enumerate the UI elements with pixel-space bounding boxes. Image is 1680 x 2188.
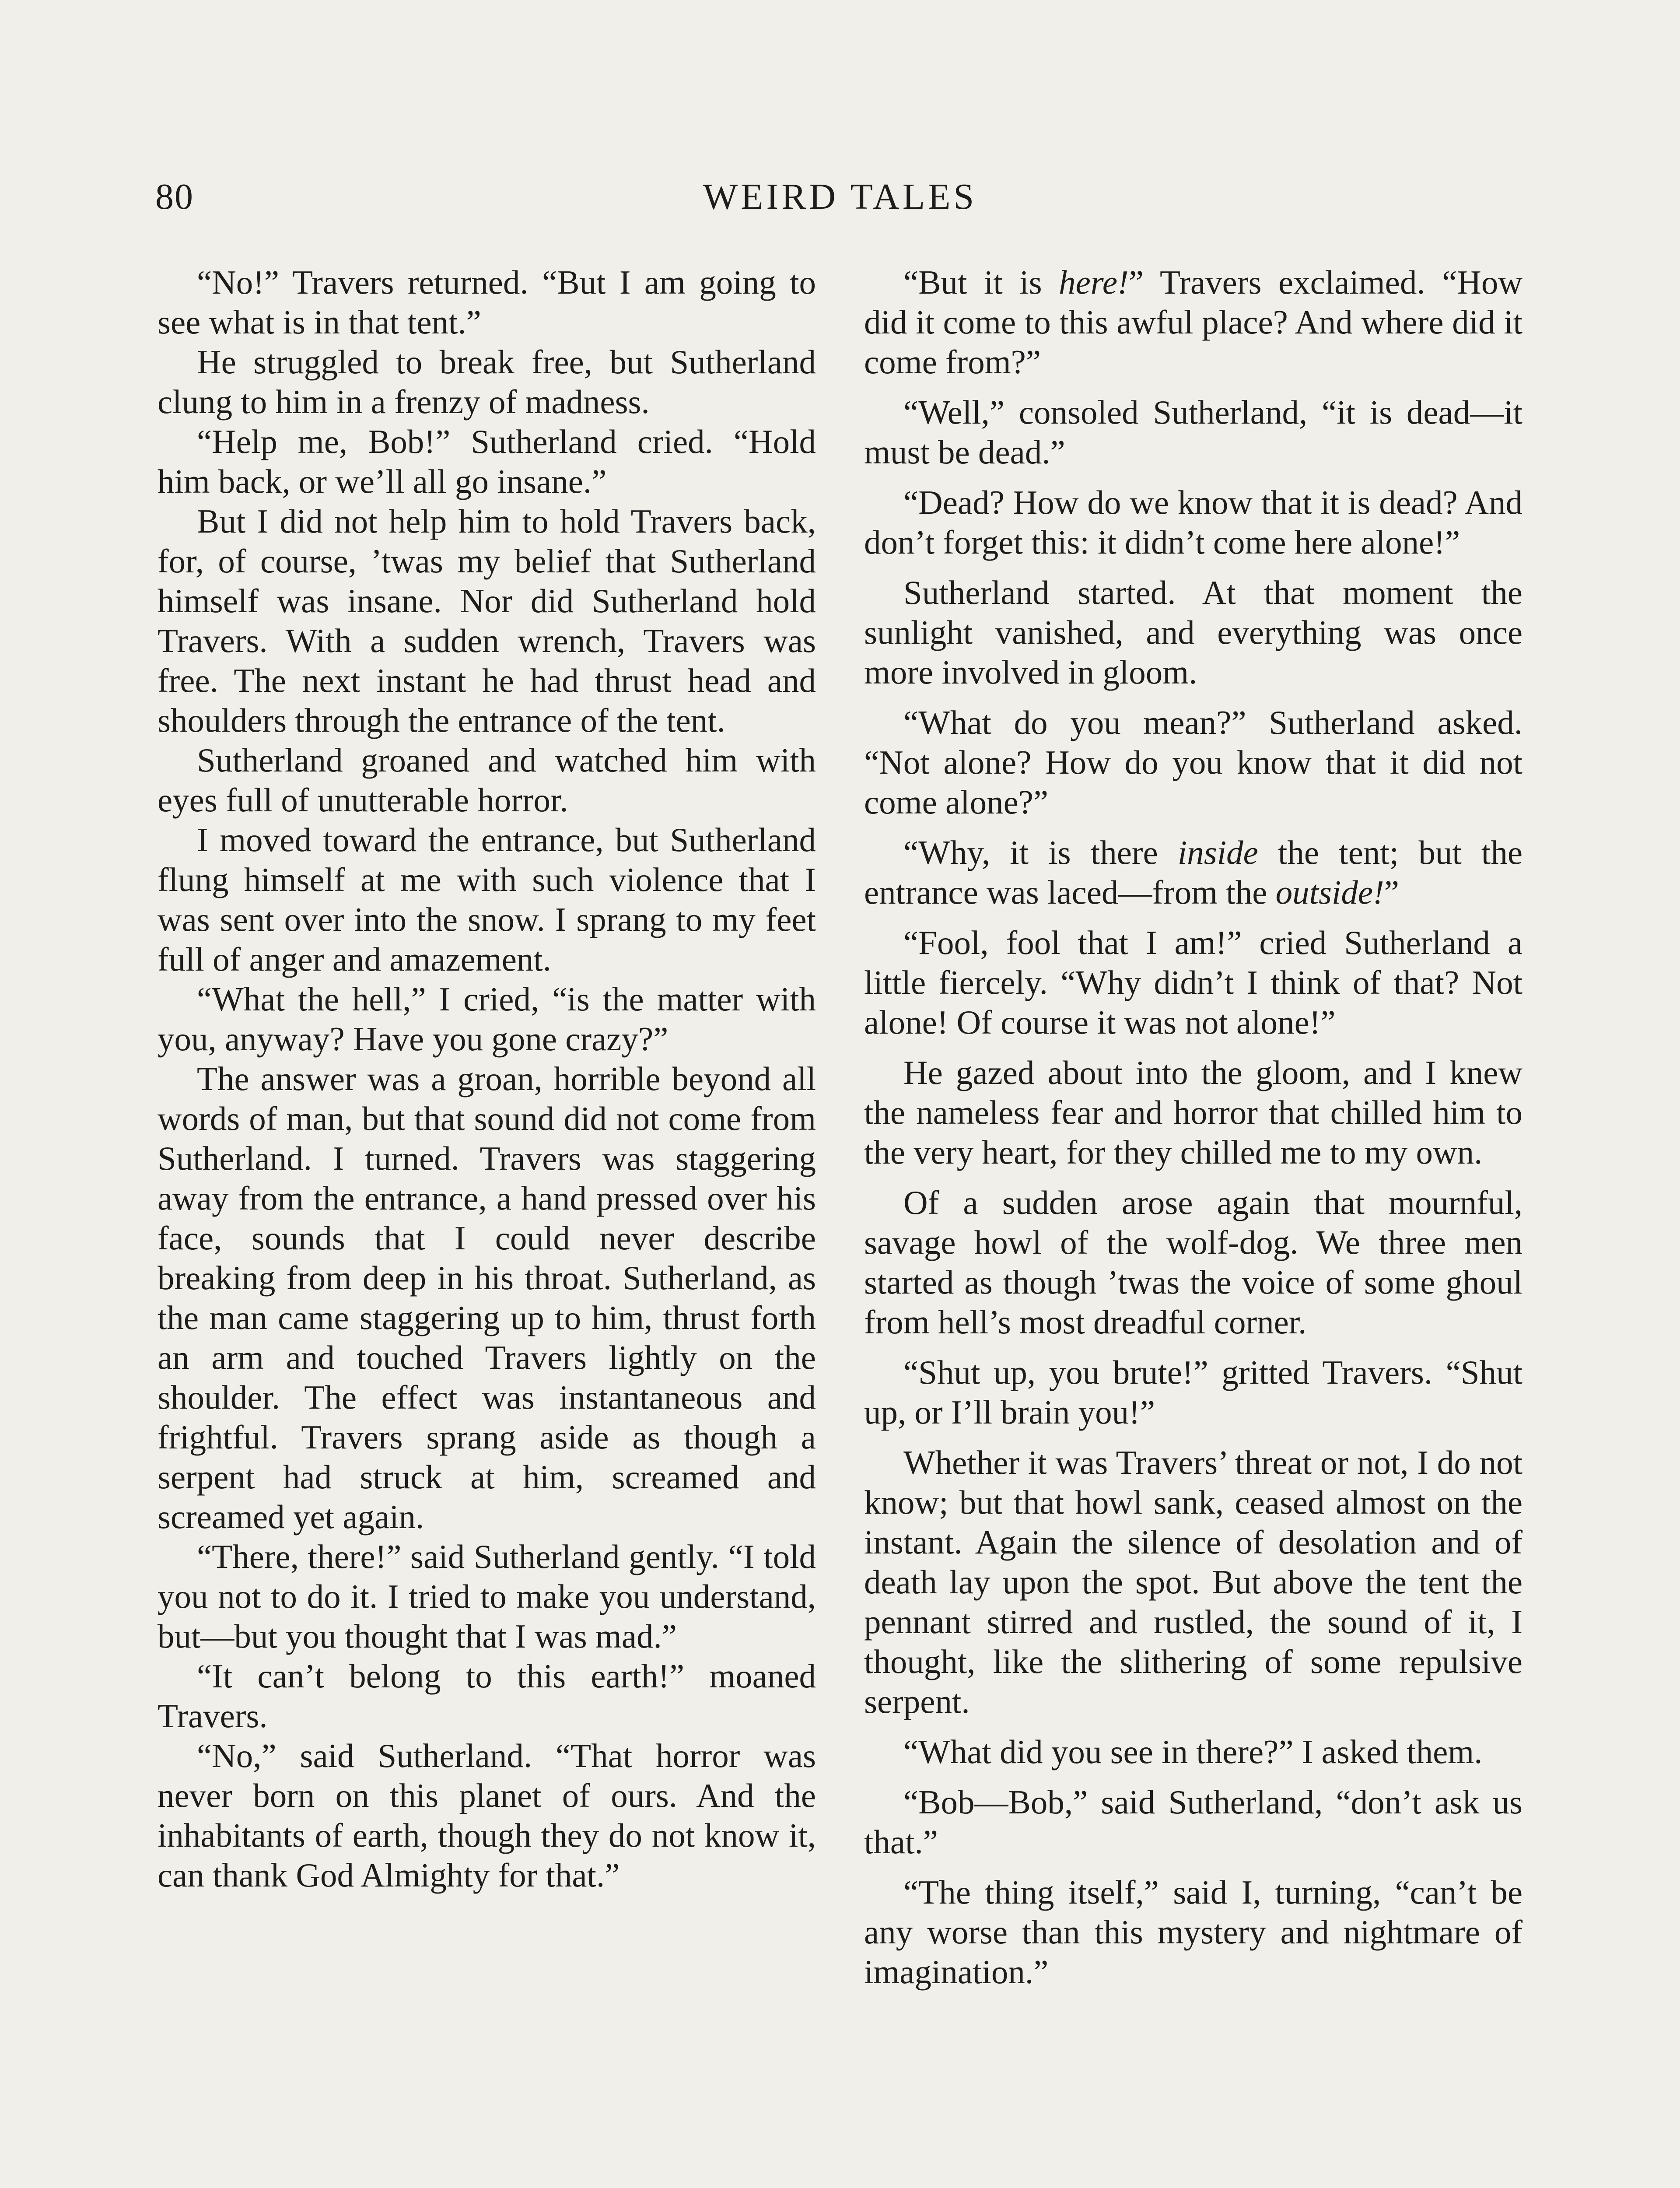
paragraph: “No!” Travers returned. “But I am going to see what is in that tent.” <box>158 263 816 341</box>
paragraph: “Bob—Bob,” said Sutherland, “don’t ask us that.” <box>864 1783 1522 1861</box>
paragraph: “The thing itself,” said I, turning, “can’t be any worse than this mystery and nightmare of imagination.” <box>864 1873 1522 1991</box>
paragraph: “What do you mean?” Sutherland asked. “Not alone? How do you know that it did not come alone?” <box>864 704 1522 821</box>
page-number: 80 <box>155 176 194 217</box>
emphasis: outside! <box>1275 873 1384 911</box>
paragraph: Sutherland groaned and watched him with eyes full of unutterable horror. <box>158 741 816 819</box>
left-column <box>158 263 816 1895</box>
paragraph: Whether it was Travers’ threat or not, I do not know; but that howl sank, ceased almost on the instant. Again the silence of desolation and of death lay upon the spot. But above the tent the pennant stirred and rustled, the sound of it, I thought, like the slithering of some repulsive serpent. <box>864 1444 1522 1720</box>
paragraph: He struggled to break free, but Sutherland clung to him in a frenzy of madness. <box>158 343 816 421</box>
text-run: the tent; but the entrance was laced—from the <box>864 834 1522 911</box>
page-header <box>153 173 1527 221</box>
paragraph: “What did you see in there?” I asked them. <box>903 1733 1483 1771</box>
paragraph: “No,” said Sutherland. “That horror was never born on this planet of ours. And the inhabitants of earth, though they do not know it, can thank God Almighty for that.” <box>158 1737 816 1894</box>
paragraph: “Well,” consoled Sutherland, “it is dead—it must be dead.” <box>864 393 1522 471</box>
paragraph: He gazed about into the gloom, and I knew the nameless fear and horror that chilled him to the very heart, for they chilled me to my own. <box>864 1054 1522 1171</box>
paragraph: “What the hell,” I cried, “is the matter with you, anyway? Have you gone crazy?” <box>158 980 816 1058</box>
paragraph: But I did not help him to hold Travers back, for, of course, ’twas my belief that Sutherland himself was insane. Nor did Sutherland hold Travers. With a sudden wrench, Travers was free. The next instant he had thrust head and shoulders through the entrance of the tent. <box>158 502 816 739</box>
right-column <box>864 263 1522 1992</box>
text-run: ” Travers exclaimed. “How did it come to this awful place? And where did it come from?” <box>864 263 1522 381</box>
paragraph: “Help me, Bob!” Sutherland cried. “Hold him back, or we’ll all go insane.” <box>158 423 816 500</box>
paragraph: The answer was a groan, horrible beyond all words of man, but that sound did not come from Sutherland. I turned. Travers was staggering away from the entrance, a hand pressed over his face, sounds that I could never describe breaking from deep in his throat. Sutherland, as the man came staggering up to him, thrust forth an arm and touched Travers lightly on the shoulder. The effect was instantaneous and frightful. Travers sprang aside as though a serpent had struck at him, screamed and screamed yet again. <box>158 1060 816 1536</box>
paragraph: “Shut up, you brute!” gritted Travers. “Shut up, or I’ll brain you!” <box>864 1353 1522 1431</box>
paragraph: “It can’t belong to this earth!” moaned Travers. <box>158 1657 816 1735</box>
text-run: ” <box>1384 873 1399 911</box>
paragraph: “Dead? How do we know that it is dead? And don’t forget this: it didn’t come here alone!” <box>864 484 1522 561</box>
paragraph <box>864 833 1522 912</box>
text-run: “But it is <box>903 263 1059 301</box>
running-title: WEIRD TALES <box>703 176 977 217</box>
emphasis: inside <box>1177 834 1258 871</box>
paragraph: I moved toward the entrance, but Sutherland flung himself at me with such violence that I was sent over into the snow. I sprang to my feet full of anger and amazement. <box>158 821 816 978</box>
paragraph: “Fool, fool that I am!” cried Sutherland a little fiercely. “Why didn’t I think of that? Not alone! Of course it was not alone!” <box>864 924 1522 1041</box>
paragraph: Of a sudden arose again that mournful, savage howl of the wolf-dog. We three men started as though ’twas the voice of some ghoul from hell’s most dreadful corner. <box>864 1184 1522 1341</box>
paragraph <box>864 263 1522 382</box>
paragraph: Sutherland started. At that moment the sunlight vanished, and everything was once more involved in gloom. <box>864 574 1522 691</box>
text-run: “Why, it is there <box>903 834 1178 871</box>
paragraph: “There, there!” said Sutherland gently. “I told you not to do it. I tried to make you understand, but—but you thought that I was mad.” <box>158 1538 816 1655</box>
emphasis: here! <box>1059 263 1129 301</box>
